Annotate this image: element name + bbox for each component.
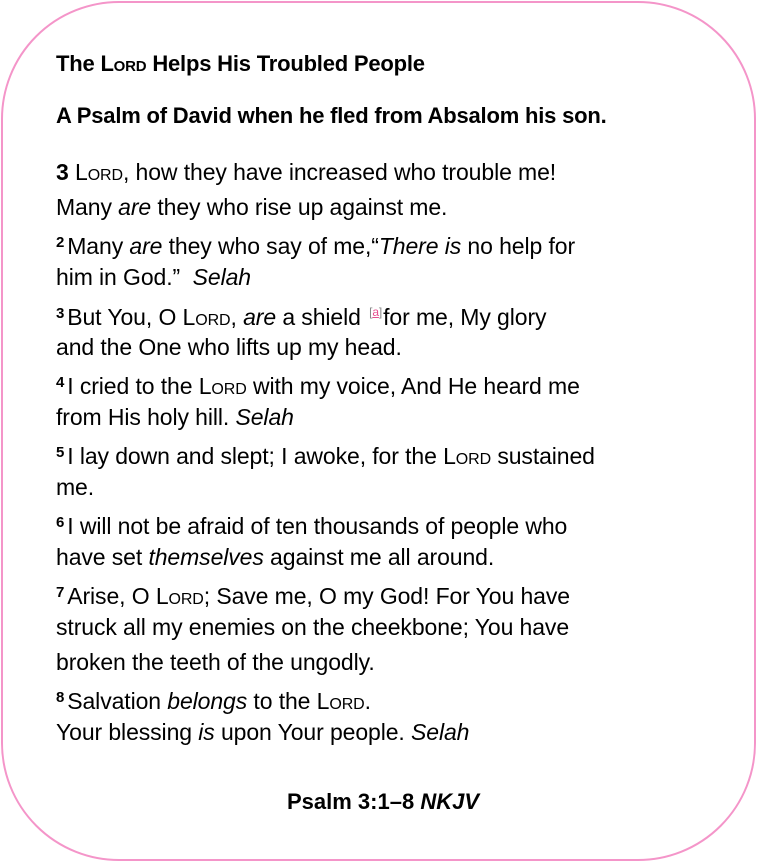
footnote-bracket: [ (369, 305, 373, 319)
lord-text: Lord (182, 304, 231, 330)
verse-text: to the (247, 688, 317, 714)
verse-text: me. (56, 474, 95, 500)
citation-reference: Psalm 3:1–8 (287, 789, 421, 814)
verse-text: and the One who lifts up my head. (56, 334, 402, 360)
verse-text: a shield (276, 304, 368, 330)
verse-line (56, 435, 595, 470)
selah-text: Selah (192, 264, 251, 290)
verse-text: I lay down and slept; I awoke, for the (67, 443, 444, 469)
selah-text: Selah (235, 404, 294, 430)
footnote-link[interactable] (369, 305, 382, 319)
psalm-body (56, 155, 595, 750)
verse-italic: is (198, 719, 215, 745)
verse-italic: are (243, 304, 277, 330)
verse-line (56, 470, 595, 505)
title-text: The (56, 51, 101, 76)
verse-text: ; Save me, O my God! For You have (203, 583, 570, 609)
verse-text: Salvation (67, 688, 168, 714)
verse-text: from His holy hill. (56, 404, 236, 430)
verse-text: they who say of me,“ (162, 233, 379, 259)
verse-text: with my voice, And He heard me (246, 373, 580, 399)
verse-text: , (230, 304, 244, 330)
verse-text: broken the teeth of the ungodly. (56, 649, 375, 675)
verse-line (56, 680, 595, 715)
verse-line (56, 575, 595, 610)
verse-line (56, 155, 595, 190)
verse-text: Many (67, 233, 130, 259)
verse-number: 7 (56, 584, 65, 601)
verse-line (56, 365, 595, 400)
verse-line (56, 190, 595, 225)
title-text: Helps His Troubled People (146, 51, 425, 76)
verse-line (56, 540, 595, 575)
psalm-subtitle: A Psalm of David when he fled from Absalom his son. (56, 103, 607, 128)
title-lord: Lord (100, 51, 147, 76)
verse-text: sustained (491, 443, 595, 469)
verse-line (56, 715, 595, 750)
verse-line (56, 505, 595, 540)
verse-text: him in God.” (56, 264, 193, 290)
verse-text: no help for (461, 233, 576, 259)
verse-text: for me, My glory (383, 304, 547, 330)
verse-text: I will not be afraid of ten thousands of people who (67, 513, 568, 539)
verse-number: 5 (56, 444, 65, 461)
verse-line (56, 400, 595, 435)
verse-number: 2 (56, 234, 65, 251)
verse-text: they who rise up against me. (151, 194, 448, 220)
footnote-letter[interactable]: a (372, 305, 379, 319)
verse-number: 3 (56, 159, 69, 185)
verse-text: . (364, 688, 371, 714)
verse-text: But You, O (67, 304, 183, 330)
lord-text: Lord (443, 443, 492, 469)
verse-line (56, 260, 595, 295)
lord-text: Lord (75, 159, 123, 185)
scripture-card (1, 1, 756, 861)
citation (56, 789, 710, 815)
verse-text: have set (56, 544, 149, 570)
footnote-bracket: ] (378, 305, 383, 319)
verse-text: I cried to the (67, 373, 199, 399)
verse-text: Many (56, 194, 119, 220)
verse-text: Arise, O (67, 583, 156, 609)
page-title (56, 51, 425, 77)
verse-text: against me all around. (263, 544, 495, 570)
verse-number: 3 (56, 305, 65, 322)
verse-line (56, 610, 595, 645)
verse-text: struck all my enemies on the cheekbone; You have (56, 614, 570, 640)
verse-text: upon Your people. (214, 719, 412, 745)
verse-italic: There is (378, 233, 462, 259)
verse-italic: are (118, 194, 152, 220)
verse-line (56, 645, 595, 680)
verse-number: 8 (56, 689, 65, 706)
verse-line (56, 330, 595, 365)
verse-number: 6 (56, 514, 65, 531)
verse-text: , how they have increased who trouble me! (122, 159, 557, 185)
lord-text: Lord (316, 688, 365, 714)
verse-number: 4 (56, 374, 65, 391)
verse-line (56, 225, 595, 260)
verse-italic: belongs (167, 688, 248, 714)
lord-text: Lord (155, 583, 204, 609)
verse-italic: themselves (148, 544, 264, 570)
verse-line (56, 295, 595, 330)
verse-italic: are (129, 233, 163, 259)
citation-version: NKJV (420, 789, 479, 814)
lord-text: Lord (198, 373, 247, 399)
verse-text: Your blessing (56, 719, 199, 745)
selah-text: Selah (411, 719, 470, 745)
